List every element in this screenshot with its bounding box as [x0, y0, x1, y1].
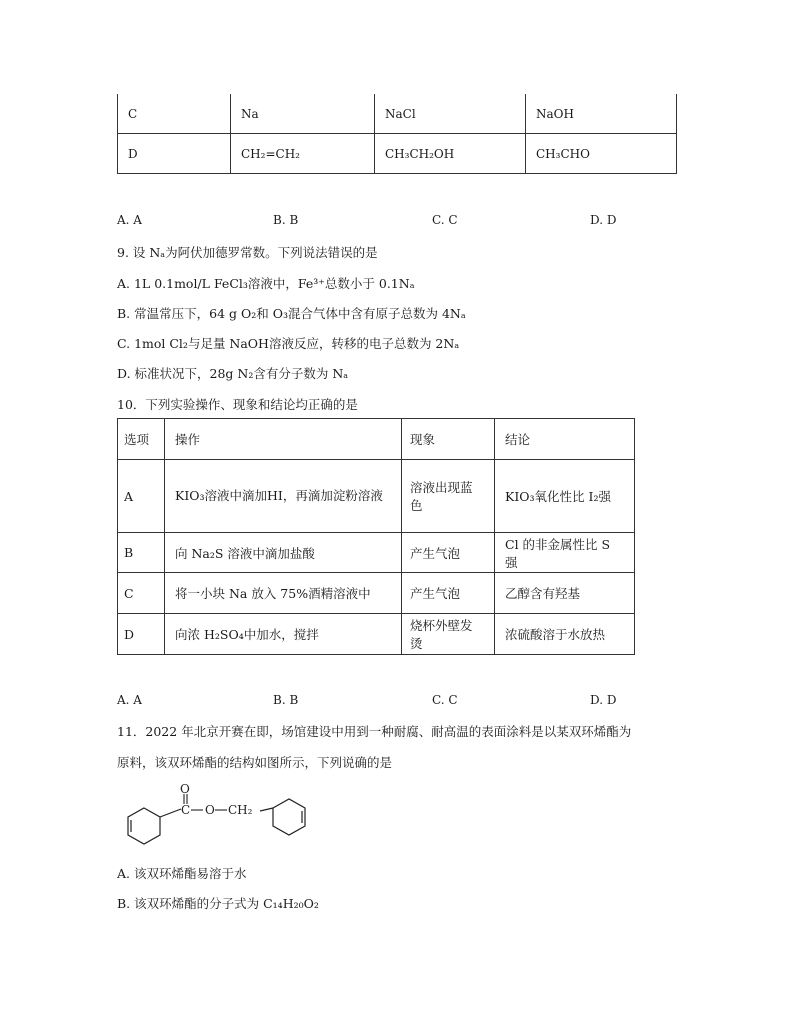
table-row	[118, 573, 635, 614]
option-a: A. A	[117, 693, 142, 707]
q11-stem-line2: 原料，该双环烯酯的结构如图所示，下列说确的是	[117, 755, 393, 770]
table-header-row	[118, 419, 635, 460]
q8-options	[117, 213, 637, 231]
header-cell: 操作	[165, 419, 402, 460]
q9-option-b: B. 常温常压下，64 g O₂和 O₃混合气体中含有原子总数为 4Nₐ	[117, 306, 466, 321]
table-cell: NaCl	[375, 94, 526, 134]
table-cell: CH₃CHO	[526, 134, 677, 174]
option-b: B. B	[273, 693, 299, 707]
option-a: A. A	[117, 213, 142, 227]
q9-option-d: D. 标准状况下，28g N₂含有分子数为 Nₐ	[117, 366, 349, 381]
table-cell: A	[118, 460, 165, 533]
table-cell: D	[118, 134, 231, 174]
header-cell: 结论	[495, 419, 635, 460]
table-cell: Na	[231, 94, 375, 134]
table-cell: D	[118, 614, 165, 655]
table-cell: C	[118, 94, 231, 134]
q10-options	[117, 693, 637, 711]
q9-option-a: A. 1L 0.1mol/L FeCl₃溶液中，Fe³⁺总数小于 0.1Nₐ	[117, 276, 415, 291]
table-cell: B	[118, 533, 165, 573]
q9-option-c: C. 1mol Cl₂与足量 NaOH溶液反应，转移的电子总数为 2Nₐ	[117, 336, 460, 351]
option-c: C. C	[432, 693, 458, 707]
q11-option-b: B. 该双环烯酯的分子式为 C₁₄H₂₀O₂	[117, 896, 319, 911]
table-cell: NaOH	[526, 94, 677, 134]
ch2-label: CH₂	[228, 803, 253, 817]
table-cell: 产生气泡	[402, 573, 495, 614]
top-table	[117, 94, 677, 174]
table-row	[118, 94, 677, 134]
table-cell: KIO₃溶液中滴加HI，再滴加淀粉溶液	[165, 460, 402, 533]
header-cell: 现象	[402, 419, 495, 460]
table-row	[118, 460, 635, 533]
table-row	[118, 533, 635, 573]
table-cell: Cl 的非金属性比 S 强	[495, 533, 635, 573]
table-cell: 溶液出现蓝色	[402, 460, 495, 533]
experiment-table	[117, 418, 635, 655]
table-cell: 产生气泡	[402, 533, 495, 573]
option-b: B. B	[273, 213, 299, 227]
q11-option-a: A. 该双环烯酯易溶于水	[117, 866, 247, 881]
carbon-label: C	[181, 803, 191, 817]
bond	[260, 808, 273, 811]
table-row	[118, 614, 635, 655]
q9-stem: 9. 设 Nₐ为阿伏加德罗常数。下列说法错误的是	[117, 245, 378, 260]
table-cell: CH₂=CH₂	[231, 134, 375, 174]
table-cell: 乙醇含有羟基	[495, 573, 635, 614]
table-cell: CH₃CH₂OH	[375, 134, 526, 174]
table-cell: C	[118, 573, 165, 614]
q11-stem-line1: 11．2022 年北京开赛在即，场馆建设中用到一种耐腐、耐高温的表面涂料是以某双环烯酯为	[117, 724, 632, 739]
carbonyl-o-label: O	[180, 782, 190, 796]
table-cell: 浓硫酸溶于水放热	[495, 614, 635, 655]
table-cell: 将一小块 Na 放入 75%酒精溶液中	[165, 573, 402, 614]
ester-o-label: O	[205, 803, 215, 817]
table-row	[118, 134, 677, 174]
left-ring	[128, 808, 160, 844]
header-cell: 选项	[118, 419, 165, 460]
table-cell: 烧杯外壁发烫	[402, 614, 495, 655]
bond	[160, 809, 181, 817]
table-cell: KIO₃氧化性比 I₂强	[495, 460, 635, 533]
option-d: D. D	[590, 213, 617, 227]
table-cell: 向 Na₂S 溶液中滴加盐酸	[165, 533, 402, 573]
right-ring	[273, 799, 305, 835]
option-d: D. D	[590, 693, 617, 707]
q10-stem: 10．下列实验操作、现象和结论均正确的是	[117, 397, 358, 412]
molecule-structure	[117, 782, 327, 854]
table-cell: 向浓 H₂SO₄中加水，搅拌	[165, 614, 402, 655]
option-c: C. C	[432, 213, 458, 227]
